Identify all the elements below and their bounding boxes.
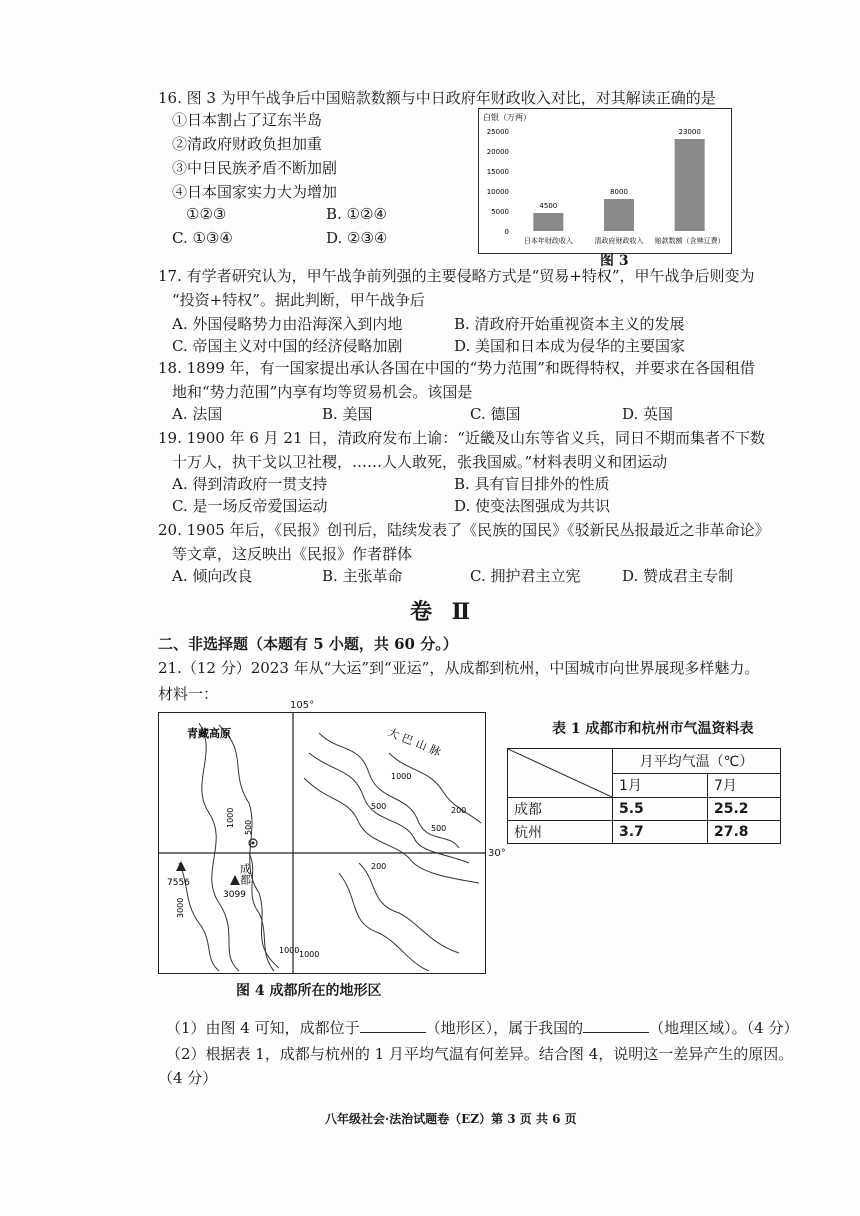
q18-option-c: C. 德国	[470, 405, 521, 423]
chart-data-label: 23000	[678, 128, 701, 136]
q18-stem-line1: 18. 1899 年，有一国家提出承认各国在中国的“势力范围”和既得特权，并要求在各国租借	[158, 359, 755, 377]
table-col-jul: 7月	[708, 773, 781, 798]
chart-bar	[675, 139, 705, 231]
chart-data-label: 8000	[610, 188, 628, 196]
q21-sub1-part1: （1）由图 4 可知，成都位于	[166, 1019, 360, 1037]
chart-category-label: 日本年财政收入	[523, 237, 573, 245]
q17-option-c: C. 帝国主义对中国的经济侵略加剧	[172, 337, 403, 355]
table-row-city: 成都	[508, 798, 613, 821]
chart-y-tick-label: 10000	[486, 188, 509, 196]
q21-sub1-part3: （地理区域）。（4 分）	[649, 1019, 799, 1037]
q16-option-d: D. ②③④	[326, 229, 388, 247]
q21-sub2-line1: （2）根据表 1，成都与杭州的 1 月平均气温有何差异。结合图 4，说明这一差异产生的原因。	[166, 1045, 794, 1063]
q19-option-c: C. 是一场反帝爱国运动	[172, 497, 328, 515]
q19-stem-line1: 19. 1900 年 6 月 21 日，清政府发布上谕：“近畿及山东等省义兵，同日不期而集者不下数	[158, 429, 765, 447]
chart-bar	[604, 199, 634, 231]
q16-option-c: C. ①③④	[172, 229, 233, 247]
q19-option-a: A. 得到清政府一贯支持	[172, 475, 328, 493]
q18-option-a: A. 法国	[172, 405, 223, 423]
q18-option-d: D. 英国	[622, 405, 674, 423]
table-header: 月平均气温（℃）	[613, 749, 781, 774]
map-contour-label: 200	[371, 862, 387, 871]
chart-y-tick-label: 5000	[491, 208, 509, 216]
q16-option-b: B. ①②④	[326, 205, 387, 223]
q16-item-4: ④日本国家实力大为增加	[172, 183, 338, 201]
chengdu-city-dot	[252, 842, 255, 845]
q21-stem: 21.（12 分）2023 年从“大运”到“亚运”，从成都到杭州，中国城市向世界展现多样魅力。	[158, 659, 760, 677]
table-corner-cell	[508, 749, 613, 798]
chart-y-tick-label: 20000	[486, 148, 509, 156]
q20-option-b: B. 主张革命	[322, 567, 403, 585]
map-contour-label: 500	[244, 819, 253, 835]
figure-4-caption: 图 4 成都所在的地形区	[236, 983, 382, 999]
map-contour-label: 1000	[279, 946, 300, 955]
map-contour-label: 1000	[226, 807, 235, 828]
section-2-title: 二、非选择题（本题有 5 小题，共 60 分。）	[158, 635, 458, 653]
chart-y-tick-label: 15000	[486, 168, 509, 176]
table-1-caption: 表 1 成都市和杭州市气温资料表	[552, 721, 754, 737]
table-cell-jan: 5.5	[613, 798, 708, 821]
q18-stem-line2: 地和“势力范围”内享有均等贸易机会。该国是	[172, 383, 473, 401]
chart-bar	[533, 213, 563, 231]
q21-sub2-line2: （4 分）	[158, 1069, 218, 1087]
temperature-table	[507, 748, 781, 844]
q17-option-a: A. 外国侵略势力由沿海深入到内地	[172, 315, 403, 333]
map-contour-label: 200	[451, 806, 467, 815]
chart-y-tick-label: 0	[504, 228, 509, 236]
table-col-jan: 1月	[613, 773, 708, 798]
q17-stem-line2: “投资+特权”。据此判断，甲午战争后	[172, 291, 425, 309]
map-contour-label: 1000	[391, 772, 412, 781]
map-label-daba-mountains: 大巴山脉	[385, 725, 447, 761]
table-row-city: 杭州	[508, 821, 613, 844]
figure-3-svg	[479, 109, 731, 253]
q20-option-a: A. 倾向改良	[172, 567, 253, 585]
q21-sub1	[166, 1018, 798, 1038]
q19-stem-line2: 十万人，执干戈以卫社稷，……人人敢死，张我国威。”材料表明义和团运动	[172, 453, 668, 471]
map-contour-label: 1000	[299, 950, 320, 959]
chart-y-axis-label: 白银（万两）	[483, 113, 531, 122]
map-contours	[179, 723, 481, 971]
map-label-chengdu: 成都	[238, 863, 252, 885]
figure-4-map	[158, 712, 486, 974]
table-cell-jul: 27.8	[708, 821, 781, 844]
map-label-qinghai-tibet: 青藏高原	[187, 727, 231, 740]
q16-item-3: ③中日民族矛盾不断加剧	[172, 159, 338, 177]
figure-3-caption: 图 3	[600, 253, 629, 269]
answer-blank-landform[interactable]	[360, 1018, 426, 1033]
q19-option-d: D. 使变法图强成为共识	[454, 497, 611, 515]
figure-3-chart	[478, 108, 732, 254]
answer-blank-region[interactable]	[583, 1018, 649, 1033]
map-longitude-label: 105°	[290, 700, 315, 711]
chart-data-label: 4500	[539, 202, 558, 210]
table-cell-jul: 25.2	[708, 798, 781, 821]
table-diagonal-line	[508, 749, 612, 797]
q16-option-a: ①②③	[186, 205, 227, 223]
map-latitude-label: 30°	[488, 848, 506, 859]
q21-material-label: 材料一：	[158, 685, 219, 703]
q20-option-d: D. 赞成君主专制	[622, 567, 734, 585]
q17-stem-line1: 17. 有学者研究认为，甲午战争前列强的主要侵略方式是“贸易+特权”，甲午战争后则变为	[158, 267, 755, 285]
q21-sub1-part2: （地形区），属于我国的	[425, 1019, 584, 1037]
q16-stem: 16. 图 3 为甲午战争后中国赔款数额与中日政府年财政收入对比，对其解读正确的是	[158, 89, 716, 107]
q20-stem-line2: 等文章，这反映出《民报》作者群体	[172, 545, 413, 563]
chart-category-label: 清政府财政收入	[594, 237, 644, 245]
volume-title: 卷 Ⅱ	[410, 599, 477, 625]
map-label-peak-3099: 3099	[223, 890, 246, 900]
q20-stem-line1: 20. 1905 年后，《民报》创刊后，陆续发表了《民族的国民》《驳新民丛报最近之非革命论》	[158, 521, 770, 539]
peak-7556-icon	[176, 861, 186, 871]
q16-item-1: ①日本割占了辽东半岛	[172, 111, 323, 129]
map-contour-label: 3000	[176, 897, 185, 918]
q19-option-b: B. 具有盲目排外的性质	[454, 475, 610, 493]
map-label-peak-7556: 7556	[167, 878, 190, 888]
q17-option-d: D. 美国和日本成为侵华的主要国家	[454, 337, 686, 355]
q20-option-c: C. 拥护君主立宪	[470, 567, 581, 585]
map-svg	[159, 713, 485, 973]
chart-y-tick-label: 25000	[486, 128, 509, 136]
map-contour-label: 500	[431, 824, 447, 833]
map-contour-label: 500	[371, 802, 387, 811]
q17-option-b: B. 清政府开始重视资本主义的发展	[454, 315, 685, 333]
q18-option-b: B. 美国	[322, 405, 373, 423]
chart-category-label: 赔款数额（含赎辽费）	[654, 237, 725, 245]
q16-item-2: ②清政府财政负担加重	[172, 135, 323, 153]
page-footer: 八年级社会·法治试题卷（EZ）第 3 页 共 6 页	[325, 1112, 577, 1126]
table-cell-jan: 3.7	[613, 821, 708, 844]
